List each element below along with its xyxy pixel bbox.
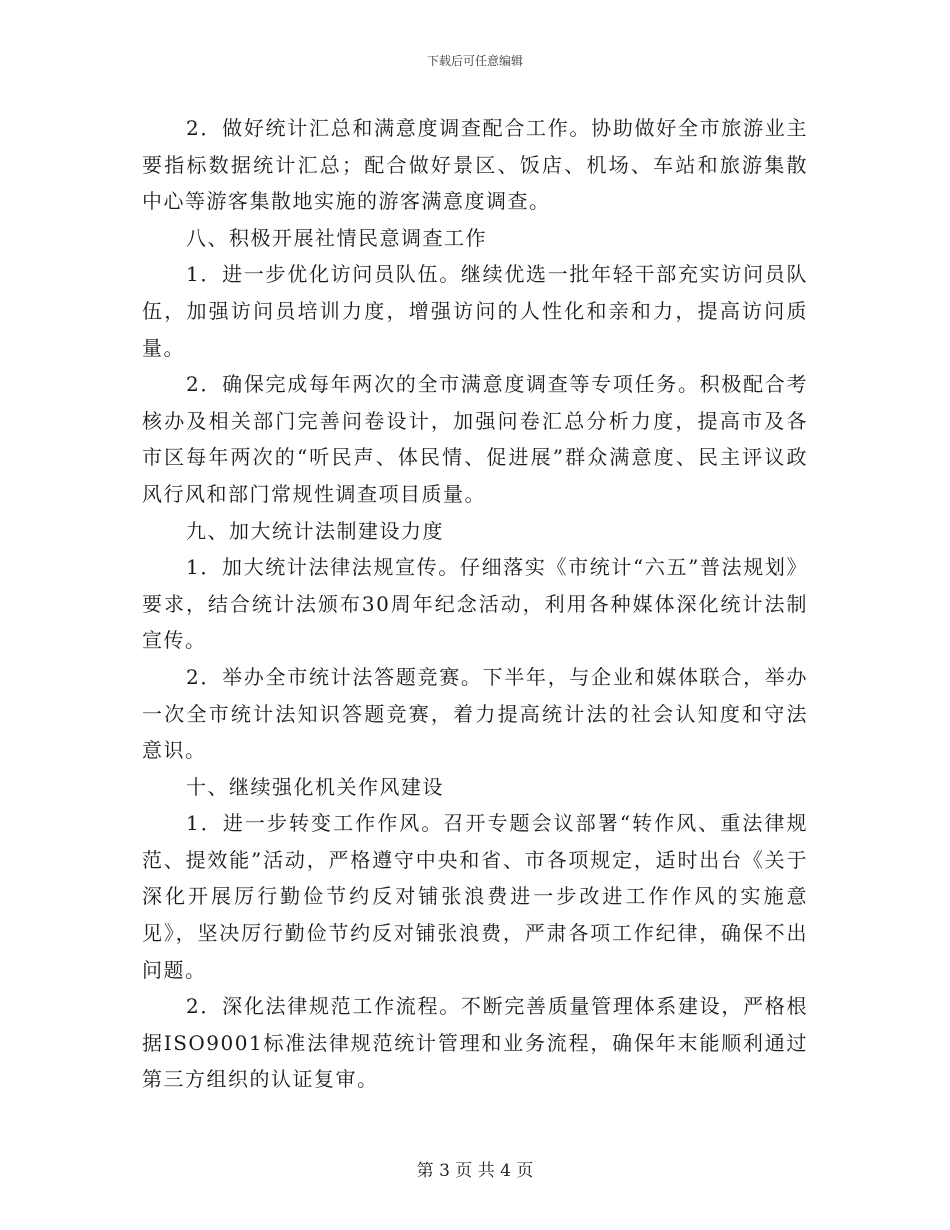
paragraph-work-style: 1．进一步转变工作作风。召开专题会议部署“转作风、重法律规范、提效能”活动，严格遵守中央和省、市各项规定，适时出台《关于深化开展厉行勤俭节约反对铺张浪费进一步改进工作作风的实施意见》，坚决厉行勤俭节约反对铺张浪费，严肃各项工作纪律，确保不出问题。: [142, 811, 808, 982]
paragraph-satisfaction-survey: 2．确保完成每年两次的全市满意度调查等专项任务。积极配合考核办及相关部门完善问卷设计，加强问卷汇总分析力度，提高市及各市区每年两次的“听民声、体民情、促进展”群众满意度、民主评议政风行风和部门常规性调查项目质量。: [142, 372, 808, 506]
document-body: [142, 110, 808, 1098]
section-heading-10: 十、继续强化机关作风建设: [186, 774, 444, 799]
paragraph-law-quiz: 2．举办全市统计法答题竞赛。下半年，与企业和媒体联合，举办一次全市统计法知识答题竞赛，着力提高统计法的社会认知度和守法意识。: [142, 664, 808, 763]
section-heading-8: 八、积极开展社情民意调查工作: [186, 225, 487, 250]
paragraph-interviewer-team: 1．进一步优化访问员队伍。继续优选一批年轻干部充实访问员队伍，加强访问员培训力度，增强访问的人性化和亲和力，提高访问质量。: [142, 262, 808, 360]
paragraph-workflow: 2．深化法律规范工作流程。不断完善质量管理体系建设，严格根据ISO9001标准法律规范统计管理和业务流程，确保年末能顺利通过第三方组织的认证复审。: [142, 994, 808, 1092]
page-number: 第 3 页 共 4 页: [416, 1161, 534, 1181]
page-header: 下载后可任意编辑: [426, 54, 523, 68]
paragraph-law-publicity: 1．加大统计法律法规宣传。仔细落实《市统计“六五”普法规划》要求，结合统计法颁布30周年纪念活动，利用各种媒体深化统计法制宣传。: [142, 555, 808, 653]
section-heading-9: 九、加大统计法制建设力度: [186, 518, 444, 543]
paragraph-statistics-summary: 2．做好统计汇总和满意度调查配合工作。协助做好全市旅游业主要指标数据统计汇总；配合做好景区、饭店、机场、车站和旅游集散中心等游客集散地实施的游客满意度调查。: [142, 116, 808, 214]
